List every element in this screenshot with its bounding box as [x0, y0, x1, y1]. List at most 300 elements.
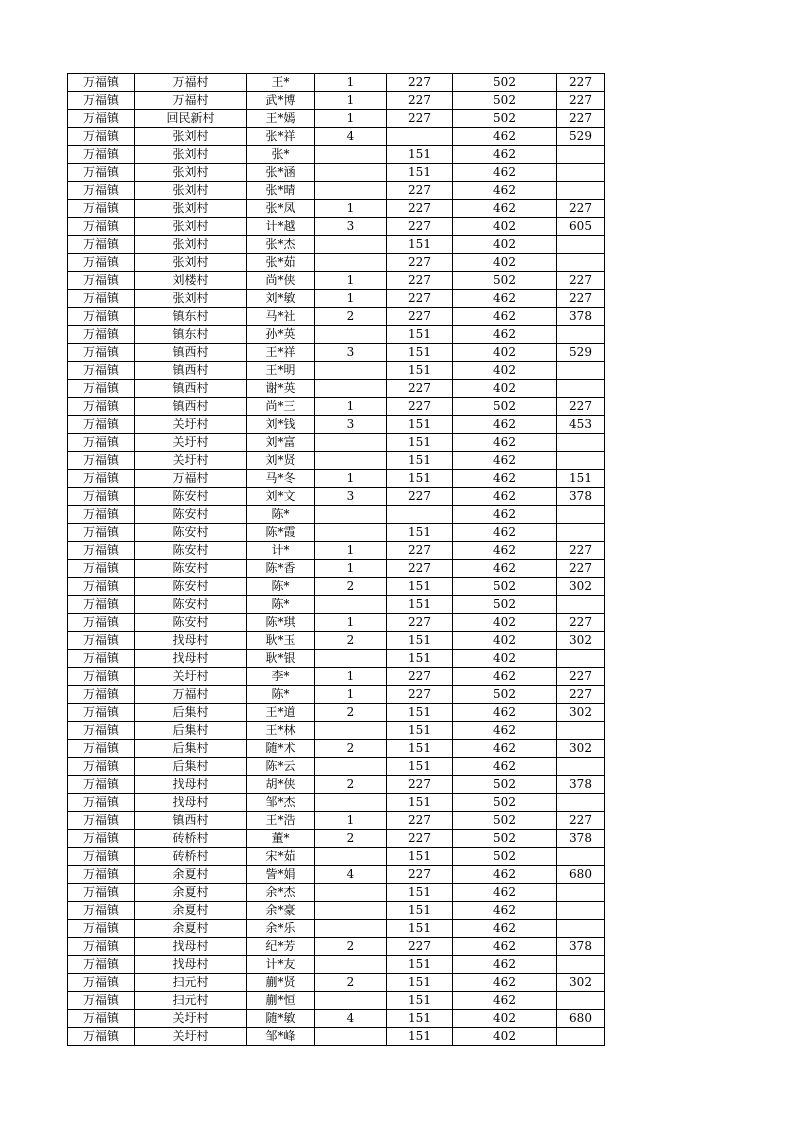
table-row	[68, 218, 605, 236]
name-cell: 张*晴	[247, 182, 315, 200]
table-row	[68, 632, 605, 650]
town-cell: 万福镇	[68, 560, 135, 578]
table-row	[68, 92, 605, 110]
value-b-cell: 462	[453, 146, 557, 164]
town-cell: 万福镇	[68, 524, 135, 542]
village-cell: 陈安村	[135, 524, 247, 542]
name-cell: 李*	[247, 668, 315, 686]
town-cell: 万福镇	[68, 398, 135, 416]
value-a-cell: 151	[387, 524, 453, 542]
value-a-cell: 227	[387, 272, 453, 290]
table-row	[68, 362, 605, 380]
total-cell	[557, 452, 605, 470]
village-cell: 万福村	[135, 686, 247, 704]
value-a-cell: 151	[387, 650, 453, 668]
value-b-cell: 402	[453, 614, 557, 632]
table-row	[68, 308, 605, 326]
table-row	[68, 542, 605, 560]
value-b-cell: 502	[453, 74, 557, 92]
table-row	[68, 812, 605, 830]
town-cell: 万福镇	[68, 1010, 135, 1028]
value-a-cell: 151	[387, 884, 453, 902]
town-cell: 万福镇	[68, 110, 135, 128]
table-row	[68, 110, 605, 128]
town-cell: 万福镇	[68, 938, 135, 956]
village-cell: 找母村	[135, 794, 247, 812]
count-cell: 4	[315, 866, 387, 884]
value-b-cell: 462	[453, 992, 557, 1010]
total-cell	[557, 362, 605, 380]
value-b-cell: 502	[453, 794, 557, 812]
value-b-cell: 462	[453, 542, 557, 560]
table-row	[68, 884, 605, 902]
village-cell: 张刘村	[135, 254, 247, 272]
table-row	[68, 506, 605, 524]
village-cell: 关圩村	[135, 434, 247, 452]
count-cell	[315, 920, 387, 938]
value-a-cell: 151	[387, 452, 453, 470]
value-a-cell: 151	[387, 920, 453, 938]
count-cell: 1	[315, 668, 387, 686]
total-cell	[557, 326, 605, 344]
village-cell: 后集村	[135, 740, 247, 758]
value-a-cell: 227	[387, 560, 453, 578]
value-a-cell: 227	[387, 182, 453, 200]
value-b-cell: 462	[453, 758, 557, 776]
total-cell	[557, 380, 605, 398]
name-cell: 刘*贤	[247, 452, 315, 470]
village-cell: 找母村	[135, 632, 247, 650]
value-a-cell: 151	[387, 632, 453, 650]
table-row	[68, 326, 605, 344]
table-row	[68, 938, 605, 956]
table-row	[68, 182, 605, 200]
town-cell: 万福镇	[68, 884, 135, 902]
village-cell: 陈安村	[135, 542, 247, 560]
town-cell: 万福镇	[68, 848, 135, 866]
name-cell: 陈*	[247, 506, 315, 524]
total-cell: 378	[557, 830, 605, 848]
table-row	[68, 848, 605, 866]
value-a-cell: 227	[387, 254, 453, 272]
value-b-cell: 462	[453, 164, 557, 182]
value-b-cell: 462	[453, 128, 557, 146]
value-a-cell: 227	[387, 812, 453, 830]
count-cell: 2	[315, 632, 387, 650]
town-cell: 万福镇	[68, 506, 135, 524]
count-cell: 1	[315, 74, 387, 92]
name-cell: 计*友	[247, 956, 315, 974]
table-row	[68, 1028, 605, 1046]
town-cell: 万福镇	[68, 416, 135, 434]
table-row	[68, 776, 605, 794]
count-cell	[315, 902, 387, 920]
total-cell	[557, 164, 605, 182]
total-cell: 227	[557, 614, 605, 632]
town-cell: 万福镇	[68, 614, 135, 632]
town-cell: 万福镇	[68, 200, 135, 218]
village-cell: 镇东村	[135, 308, 247, 326]
value-b-cell: 462	[453, 560, 557, 578]
table-row	[68, 614, 605, 632]
total-cell: 529	[557, 344, 605, 362]
count-cell: 1	[315, 290, 387, 308]
town-cell: 万福镇	[68, 236, 135, 254]
name-cell: 訾*娟	[247, 866, 315, 884]
town-cell: 万福镇	[68, 812, 135, 830]
count-cell	[315, 992, 387, 1010]
value-b-cell: 462	[453, 704, 557, 722]
village-cell: 找母村	[135, 938, 247, 956]
name-cell: 计*越	[247, 218, 315, 236]
total-cell	[557, 434, 605, 452]
name-cell: 尚*三	[247, 398, 315, 416]
village-cell: 镇西村	[135, 344, 247, 362]
value-b-cell: 462	[453, 524, 557, 542]
name-cell: 王*道	[247, 704, 315, 722]
village-cell: 关圩村	[135, 1010, 247, 1028]
value-a-cell: 151	[387, 992, 453, 1010]
value-b-cell: 402	[453, 344, 557, 362]
table-row	[68, 794, 605, 812]
village-cell: 后集村	[135, 722, 247, 740]
value-a-cell: 151	[387, 164, 453, 182]
value-b-cell: 462	[453, 722, 557, 740]
total-cell: 302	[557, 632, 605, 650]
count-cell: 2	[315, 974, 387, 992]
village-cell: 张刘村	[135, 128, 247, 146]
town-cell: 万福镇	[68, 866, 135, 884]
count-cell: 1	[315, 542, 387, 560]
total-cell: 302	[557, 740, 605, 758]
count-cell	[315, 326, 387, 344]
village-cell: 万福村	[135, 470, 247, 488]
name-cell: 纪*芳	[247, 938, 315, 956]
village-cell: 镇西村	[135, 362, 247, 380]
name-cell: 陈*香	[247, 560, 315, 578]
name-cell: 董*	[247, 830, 315, 848]
table-row	[68, 974, 605, 992]
town-cell: 万福镇	[68, 146, 135, 164]
village-cell: 张刘村	[135, 290, 247, 308]
value-b-cell: 402	[453, 1010, 557, 1028]
village-cell: 陈安村	[135, 560, 247, 578]
table-row	[68, 866, 605, 884]
name-cell: 蒯*恒	[247, 992, 315, 1010]
count-cell: 1	[315, 686, 387, 704]
total-cell: 227	[557, 812, 605, 830]
value-a-cell: 151	[387, 416, 453, 434]
name-cell: 王*明	[247, 362, 315, 380]
count-cell: 3	[315, 488, 387, 506]
name-cell: 宋*茹	[247, 848, 315, 866]
town-cell: 万福镇	[68, 686, 135, 704]
count-cell	[315, 1028, 387, 1046]
value-a-cell: 227	[387, 380, 453, 398]
count-cell	[315, 380, 387, 398]
name-cell: 随*敏	[247, 1010, 315, 1028]
name-cell: 马*社	[247, 308, 315, 326]
total-cell: 529	[557, 128, 605, 146]
value-b-cell: 502	[453, 686, 557, 704]
village-cell: 关圩村	[135, 452, 247, 470]
count-cell: 1	[315, 560, 387, 578]
value-a-cell: 151	[387, 848, 453, 866]
value-b-cell: 502	[453, 776, 557, 794]
total-cell	[557, 146, 605, 164]
village-cell: 万福村	[135, 74, 247, 92]
value-a-cell: 151	[387, 146, 453, 164]
name-cell: 蒯*贤	[247, 974, 315, 992]
value-b-cell: 462	[453, 668, 557, 686]
count-cell: 2	[315, 308, 387, 326]
village-cell: 扫元村	[135, 974, 247, 992]
value-a-cell: 151	[387, 722, 453, 740]
value-b-cell: 502	[453, 830, 557, 848]
total-cell: 302	[557, 974, 605, 992]
name-cell: 刘*敏	[247, 290, 315, 308]
town-cell: 万福镇	[68, 272, 135, 290]
village-cell: 砖桥村	[135, 848, 247, 866]
count-cell: 1	[315, 812, 387, 830]
village-cell: 关圩村	[135, 668, 247, 686]
town-cell: 万福镇	[68, 470, 135, 488]
value-a-cell: 151	[387, 704, 453, 722]
value-b-cell: 502	[453, 92, 557, 110]
value-a-cell: 151	[387, 1028, 453, 1046]
count-cell: 1	[315, 110, 387, 128]
value-a-cell: 227	[387, 308, 453, 326]
village-cell: 张刘村	[135, 236, 247, 254]
count-cell: 1	[315, 614, 387, 632]
village-cell: 张刘村	[135, 200, 247, 218]
town-cell: 万福镇	[68, 452, 135, 470]
value-a-cell: 151	[387, 344, 453, 362]
table-row	[68, 992, 605, 1010]
value-a-cell: 227	[387, 92, 453, 110]
total-cell: 227	[557, 290, 605, 308]
table-row	[68, 956, 605, 974]
town-cell: 万福镇	[68, 596, 135, 614]
village-cell: 陈安村	[135, 596, 247, 614]
value-b-cell: 402	[453, 632, 557, 650]
count-cell	[315, 452, 387, 470]
value-a-cell: 227	[387, 488, 453, 506]
name-cell: 王*祥	[247, 344, 315, 362]
value-a-cell: 227	[387, 614, 453, 632]
value-a-cell: 151	[387, 974, 453, 992]
village-cell: 镇西村	[135, 812, 247, 830]
count-cell	[315, 524, 387, 542]
total-cell	[557, 794, 605, 812]
table-row	[68, 200, 605, 218]
total-cell	[557, 722, 605, 740]
value-b-cell: 462	[453, 884, 557, 902]
total-cell: 302	[557, 578, 605, 596]
town-cell: 万福镇	[68, 578, 135, 596]
table-body	[68, 74, 605, 1046]
total-cell	[557, 182, 605, 200]
total-cell: 378	[557, 938, 605, 956]
count-cell	[315, 596, 387, 614]
total-cell: 378	[557, 776, 605, 794]
village-cell: 陈安村	[135, 506, 247, 524]
name-cell: 张*涵	[247, 164, 315, 182]
name-cell: 陈*	[247, 596, 315, 614]
village-cell: 后集村	[135, 758, 247, 776]
value-a-cell: 227	[387, 542, 453, 560]
name-cell: 张*杰	[247, 236, 315, 254]
value-b-cell: 462	[453, 506, 557, 524]
value-a-cell: 151	[387, 740, 453, 758]
total-cell: 227	[557, 110, 605, 128]
total-cell: 227	[557, 560, 605, 578]
value-a-cell: 227	[387, 776, 453, 794]
total-cell: 227	[557, 686, 605, 704]
count-cell	[315, 434, 387, 452]
village-cell: 找母村	[135, 776, 247, 794]
town-cell: 万福镇	[68, 956, 135, 974]
table-row	[68, 686, 605, 704]
town-cell: 万福镇	[68, 308, 135, 326]
count-cell	[315, 848, 387, 866]
table-row	[68, 740, 605, 758]
value-a-cell: 227	[387, 866, 453, 884]
total-cell: 605	[557, 218, 605, 236]
village-cell: 张刘村	[135, 164, 247, 182]
value-a-cell: 151	[387, 326, 453, 344]
table-row	[68, 596, 605, 614]
value-b-cell: 462	[453, 290, 557, 308]
count-cell: 3	[315, 218, 387, 236]
count-cell	[315, 254, 387, 272]
name-cell: 余*杰	[247, 884, 315, 902]
value-b-cell: 402	[453, 362, 557, 380]
value-b-cell: 462	[453, 920, 557, 938]
value-b-cell: 462	[453, 974, 557, 992]
value-b-cell: 462	[453, 470, 557, 488]
town-cell: 万福镇	[68, 974, 135, 992]
total-cell	[557, 236, 605, 254]
table-row	[68, 74, 605, 92]
table-row	[68, 650, 605, 668]
total-cell: 680	[557, 1010, 605, 1028]
value-b-cell: 462	[453, 416, 557, 434]
table-row	[68, 560, 605, 578]
table-row	[68, 344, 605, 362]
value-b-cell: 502	[453, 272, 557, 290]
village-cell: 余夏村	[135, 866, 247, 884]
count-cell: 1	[315, 272, 387, 290]
name-cell: 刘*文	[247, 488, 315, 506]
value-a-cell: 151	[387, 902, 453, 920]
name-cell: 陈*	[247, 578, 315, 596]
town-cell: 万福镇	[68, 992, 135, 1010]
town-cell: 万福镇	[68, 182, 135, 200]
town-cell: 万福镇	[68, 74, 135, 92]
value-b-cell: 462	[453, 308, 557, 326]
town-cell: 万福镇	[68, 164, 135, 182]
count-cell	[315, 884, 387, 902]
count-cell: 2	[315, 578, 387, 596]
village-cell: 砖桥村	[135, 830, 247, 848]
value-a-cell: 227	[387, 200, 453, 218]
value-a-cell: 151	[387, 470, 453, 488]
count-cell	[315, 650, 387, 668]
name-cell: 马*冬	[247, 470, 315, 488]
table-row	[68, 758, 605, 776]
name-cell: 胡*侠	[247, 776, 315, 794]
count-cell: 1	[315, 200, 387, 218]
town-cell: 万福镇	[68, 326, 135, 344]
village-cell: 余夏村	[135, 920, 247, 938]
value-a-cell: 227	[387, 218, 453, 236]
total-cell	[557, 956, 605, 974]
name-cell: 谢*英	[247, 380, 315, 398]
name-cell: 王*林	[247, 722, 315, 740]
town-cell: 万福镇	[68, 380, 135, 398]
value-b-cell: 402	[453, 650, 557, 668]
total-cell	[557, 758, 605, 776]
value-a-cell: 151	[387, 362, 453, 380]
name-cell: 陈*琪	[247, 614, 315, 632]
value-a-cell: 227	[387, 398, 453, 416]
table-row	[68, 128, 605, 146]
village-cell: 万福村	[135, 92, 247, 110]
value-a-cell: 151	[387, 758, 453, 776]
data-table	[67, 73, 605, 1046]
value-b-cell: 502	[453, 596, 557, 614]
town-cell: 万福镇	[68, 920, 135, 938]
count-cell	[315, 506, 387, 524]
table-row	[68, 722, 605, 740]
total-cell	[557, 1028, 605, 1046]
village-cell: 后集村	[135, 704, 247, 722]
count-cell: 2	[315, 830, 387, 848]
value-a-cell: 227	[387, 830, 453, 848]
table-row	[68, 1010, 605, 1028]
total-cell	[557, 902, 605, 920]
value-b-cell: 402	[453, 218, 557, 236]
value-b-cell: 502	[453, 398, 557, 416]
value-a-cell	[387, 506, 453, 524]
town-cell: 万福镇	[68, 1028, 135, 1046]
count-cell: 2	[315, 704, 387, 722]
total-cell	[557, 848, 605, 866]
town-cell: 万福镇	[68, 92, 135, 110]
total-cell	[557, 524, 605, 542]
town-cell: 万福镇	[68, 542, 135, 560]
value-a-cell: 227	[387, 668, 453, 686]
village-cell: 张刘村	[135, 218, 247, 236]
value-a-cell: 151	[387, 1010, 453, 1028]
count-cell	[315, 182, 387, 200]
table-row	[68, 452, 605, 470]
name-cell: 尚*侠	[247, 272, 315, 290]
total-cell	[557, 254, 605, 272]
name-cell: 余*豪	[247, 902, 315, 920]
value-b-cell: 462	[453, 182, 557, 200]
count-cell	[315, 164, 387, 182]
village-cell: 陈安村	[135, 488, 247, 506]
village-cell: 镇西村	[135, 398, 247, 416]
count-cell: 3	[315, 416, 387, 434]
town-cell: 万福镇	[68, 290, 135, 308]
table-row	[68, 272, 605, 290]
name-cell: 耿*玉	[247, 632, 315, 650]
town-cell: 万福镇	[68, 902, 135, 920]
name-cell: 随*术	[247, 740, 315, 758]
